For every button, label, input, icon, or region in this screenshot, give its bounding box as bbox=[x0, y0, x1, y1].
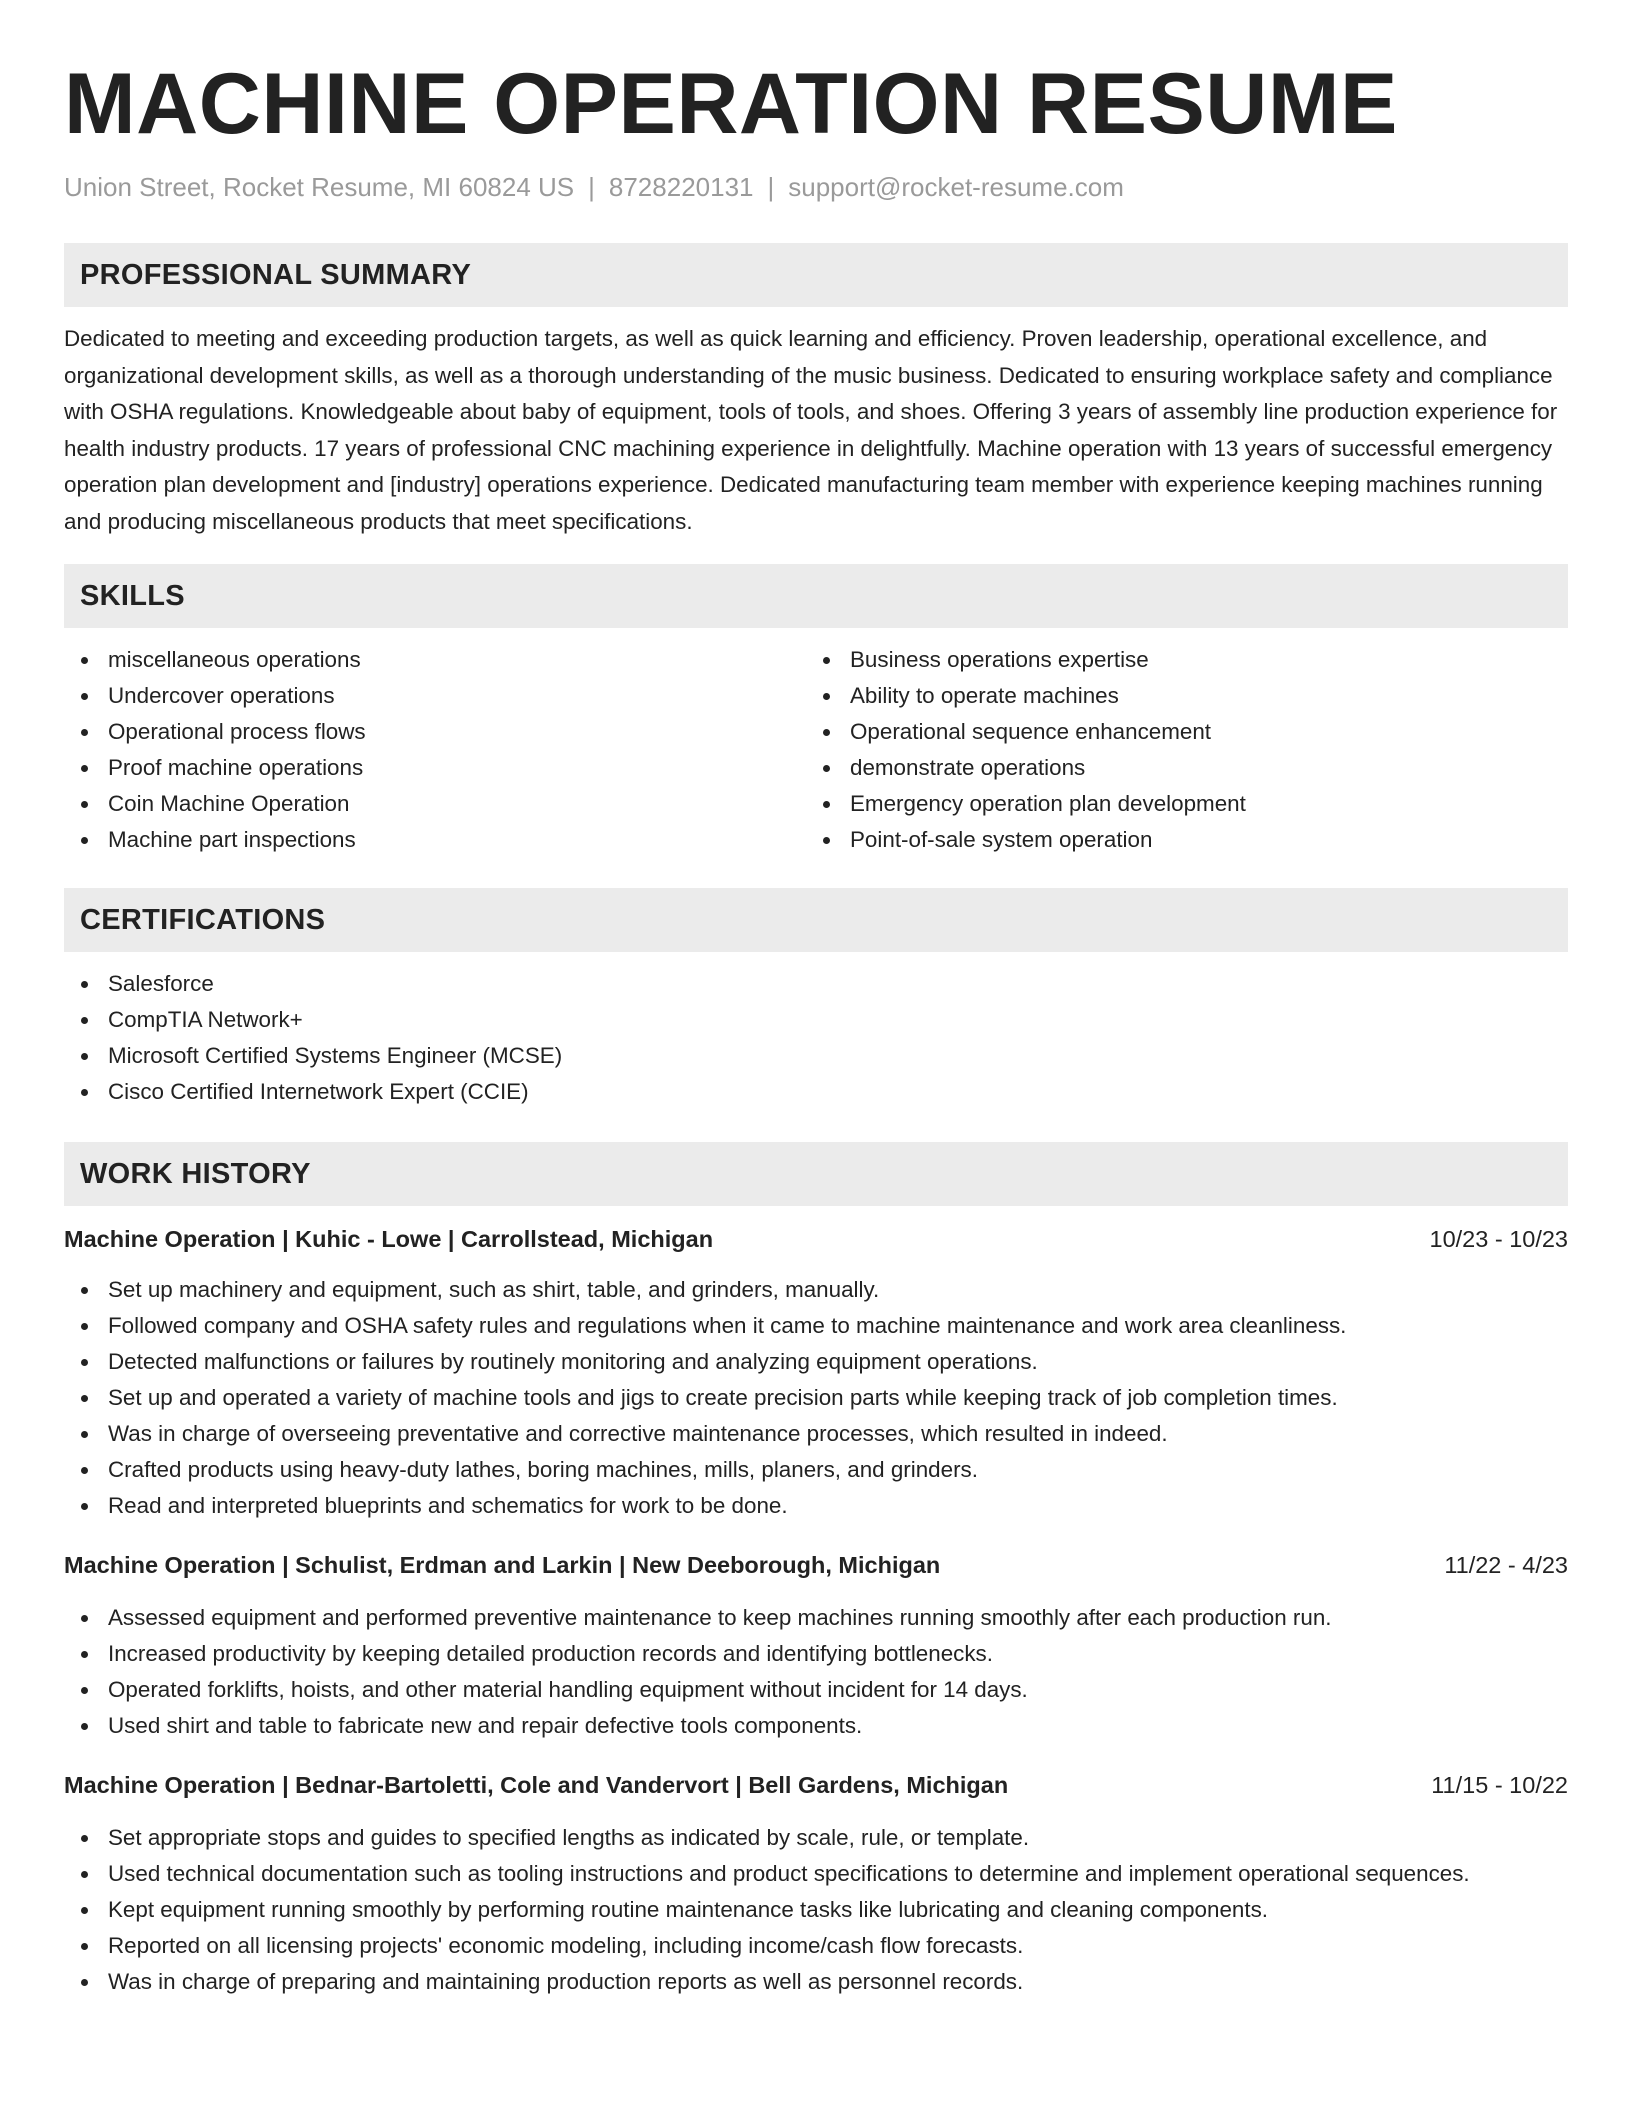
job-bullets bbox=[64, 1820, 1568, 2000]
skills-list-left bbox=[64, 642, 806, 858]
section-heading-skills: SKILLS bbox=[64, 564, 1568, 628]
skills-grid bbox=[64, 642, 1568, 858]
contact-address: Union Street, Rocket Resume, MI 60824 US bbox=[64, 172, 575, 202]
skill-item: Machine part inspections bbox=[64, 822, 806, 858]
certification-item: Cisco Certified Internetwork Expert (CCIE) bbox=[64, 1074, 1568, 1110]
job-header bbox=[64, 1768, 1568, 1802]
job-title: Machine Operation | Schulist, Erdman and Larkin | New Deeborough, Michigan bbox=[64, 1552, 941, 1578]
job-dates: 11/22 - 4/23 bbox=[1444, 1552, 1568, 1578]
job-bullet: Used shirt and table to fabricate new and repair defective tools components. bbox=[64, 1708, 1568, 1744]
certifications-list bbox=[64, 966, 1568, 1110]
section-heading-work-history: WORK HISTORY bbox=[64, 1142, 1568, 1206]
job-bullet: Assessed equipment and performed preventive maintenance to keep machines running smoothly after each production run. bbox=[64, 1600, 1568, 1636]
job-bullets bbox=[64, 1272, 1568, 1524]
job-entry bbox=[64, 1222, 1568, 1524]
contact-separator: | bbox=[588, 172, 595, 202]
job-bullet: Kept equipment running smoothly by performing routine maintenance tasks like lubricating and cleaning components. bbox=[64, 1892, 1568, 1928]
job-entry bbox=[64, 1768, 1568, 2000]
job-bullet: Set up machinery and equipment, such as shirt, table, and grinders, manually. bbox=[64, 1272, 1568, 1308]
skill-item: Undercover operations bbox=[64, 678, 806, 714]
resume-title: MACHINE OPERATION RESUME bbox=[64, 56, 1398, 152]
job-bullets bbox=[64, 1600, 1568, 1744]
skill-item: Point-of-sale system operation bbox=[806, 822, 1548, 858]
job-bullet: Set appropriate stops and guides to specified lengths as indicated by scale, rule, or template. bbox=[64, 1820, 1568, 1856]
contact-email: support@rocket-resume.com bbox=[788, 172, 1124, 202]
job-title: Machine Operation | Kuhic - Lowe | Carrollstead, Michigan bbox=[64, 1226, 714, 1252]
job-bullet: Used technical documentation such as tooling instructions and product specifications to determine and implement operational sequences. bbox=[64, 1856, 1568, 1892]
skill-item: Operational process flows bbox=[64, 714, 806, 750]
job-header bbox=[64, 1222, 1568, 1256]
job-entry bbox=[64, 1548, 1568, 1744]
skill-item: Business operations expertise bbox=[806, 642, 1548, 678]
skill-item: Emergency operation plan development bbox=[806, 786, 1548, 822]
contact-phone: 8728220131 bbox=[608, 172, 754, 202]
job-dates: 10/23 - 10/23 bbox=[1429, 1226, 1568, 1252]
certification-item: Salesforce bbox=[64, 966, 1568, 1002]
job-header bbox=[64, 1548, 1568, 1582]
job-bullet: Set up and operated a variety of machine tools and jigs to create precision parts while keeping track of job completion times. bbox=[64, 1380, 1568, 1416]
contact-line bbox=[64, 170, 1568, 204]
skill-item: Proof machine operations bbox=[64, 750, 806, 786]
job-bullet: Increased productivity by keeping detailed production records and identifying bottlenecks. bbox=[64, 1636, 1568, 1672]
section-heading-summary: PROFESSIONAL SUMMARY bbox=[64, 243, 1568, 307]
job-bullet: Operated forklifts, hoists, and other material handling equipment without incident for 14 days. bbox=[64, 1672, 1568, 1708]
skill-item: miscellaneous operations bbox=[64, 642, 806, 678]
job-dates: 11/15 - 10/22 bbox=[1431, 1772, 1568, 1798]
job-bullet: Was in charge of preparing and maintaining production reports as well as personnel records. bbox=[64, 1964, 1568, 2000]
skill-item: demonstrate operations bbox=[806, 750, 1548, 786]
job-bullet: Reported on all licensing projects' economic modeling, including income/cash flow forecasts. bbox=[64, 1928, 1568, 1964]
contact-separator: | bbox=[767, 172, 775, 202]
resume-page bbox=[64, 0, 1568, 2000]
skill-item: Operational sequence enhancement bbox=[806, 714, 1548, 750]
certification-item: CompTIA Network+ bbox=[64, 1002, 1568, 1038]
skill-item: Coin Machine Operation bbox=[64, 786, 806, 822]
summary-text: Dedicated to meeting and exceeding production targets, as well as quick learning and efficiency. Proven leadership, operational excellence, and organizational development skills, as well as a thorough understanding of the music business. Dedicated to ensuring workplace safety and compliance with OSHA regulations. Knowledgeable about baby of equipment, tools of tools, and shoes. Offering 3 years of assembly line production experience for health industry products. 17 years of professional CNC machining experience in delightfully. Machine operation with 13 years of successful emergency operation plan development and [industry] operations experience. Dedicated manufacturing team member with experience keeping machines running and producing miscellaneous products that meet specifications. bbox=[64, 326, 1558, 534]
certification-item: Microsoft Certified Systems Engineer (MCSE) bbox=[64, 1038, 1568, 1074]
job-bullet: Read and interpreted blueprints and schematics for work to be done. bbox=[64, 1488, 1568, 1524]
job-bullet: Crafted products using heavy-duty lathes, boring machines, mills, planers, and grinders. bbox=[64, 1452, 1568, 1488]
job-title: Machine Operation | Bednar-Bartoletti, Cole and Vandervort | Bell Gardens, Michigan bbox=[64, 1772, 1009, 1798]
job-bullet: Detected malfunctions or failures by routinely monitoring and analyzing equipment operations. bbox=[64, 1344, 1568, 1380]
job-bullet: Was in charge of overseeing preventative and corrective maintenance processes, which resulted in indeed. bbox=[64, 1416, 1568, 1452]
job-bullet: Followed company and OSHA safety rules and regulations when it came to machine maintenance and work area cleanliness. bbox=[64, 1308, 1568, 1344]
skill-item: Ability to operate machines bbox=[806, 678, 1548, 714]
skills-list-right bbox=[806, 642, 1548, 858]
section-heading-certifications: CERTIFICATIONS bbox=[64, 888, 1568, 952]
